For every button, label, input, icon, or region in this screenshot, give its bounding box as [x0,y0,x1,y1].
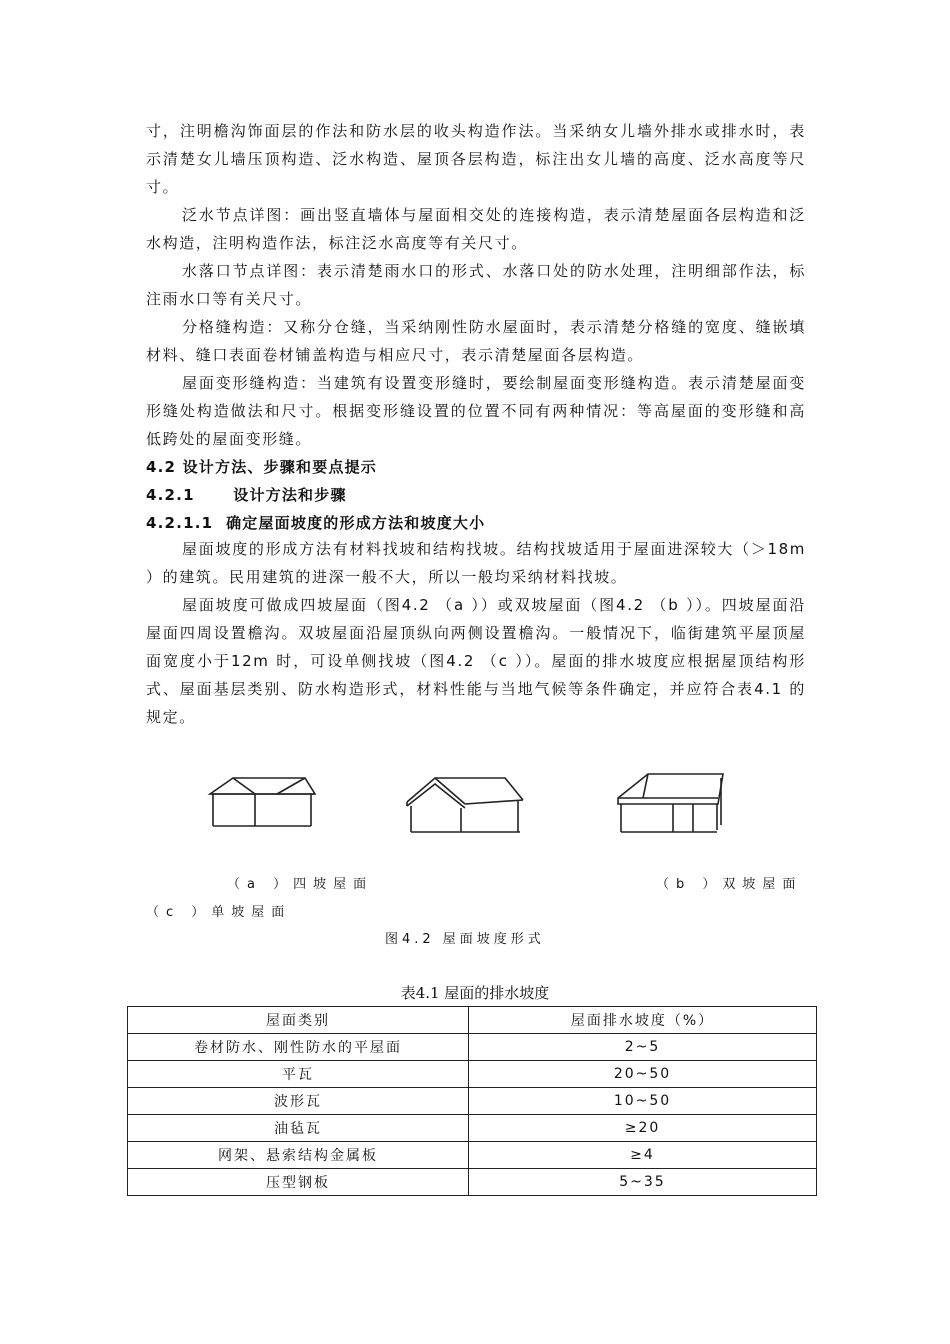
header-roof-type: 屋面类别 [128,1007,469,1034]
table-header-row [128,1007,817,1034]
cell-roof-type: 卷材防水、刚性防水的平屋面 [128,1034,469,1061]
paragraph-slope-method: 屋面坡度的形成方法有材料找坡和结构找坡。结构找坡适用于屋面进深较大（＞18m ）的建筑。民用建筑的进深一般不大，所以一般均采纳材料找坡。 [146,540,806,586]
table-row [128,1142,817,1169]
caption-gable-roof: （b ）双坡屋面 [656,877,803,892]
cell-slope: 5~35 [469,1169,817,1196]
paragraph-expansion-joint: 屋面变形缝构造：当建筑有设置变形缝时，要绘制屋面变形缝构造。表示清楚屋面变形缝处构造做法和尺寸。根据变形缝设置的位置不同有两种情况：等高屋面的变形缝和高低跨处的屋面变形缝。 [146,374,806,448]
table-row [128,1115,817,1142]
single-slope-roof-drawing [613,770,728,840]
drainage-slope-table [127,1006,817,1196]
cell-slope: ≥4 [469,1142,817,1169]
caption-single-slope-roof: （c ）单坡屋面 [146,905,292,920]
gable-roof-drawing [405,770,530,840]
paragraph-slope-types: 屋面坡度可做成四坡屋面（图4.2 （a ））或双坡屋面（图4.2 （b ））。四坡屋面沿屋面四周设置檐沟。双坡屋面沿屋顶纵向两侧设置檐沟。一般情况下，临街建筑平屋顶屋面宽度小于12m 时，可设单侧找坡（图4.2 （c ））。屋面的排水坡度应根据屋顶结构形式、屋面基层类别、防水构造形式，材料性能与当地气候等条件确定，并应符合表4.1 的规定。 [146,596,806,726]
header-drainage-slope: 屋面排水坡度（%） [469,1007,817,1034]
figure-title: 图4.2 屋面坡度形式 [385,932,545,947]
caption-hip-roof: （a ）四坡屋面 [227,877,374,892]
cell-slope: 2~5 [469,1034,817,1061]
section-heading-4-2: 4.2 设计方法、步骤和要点提示 [146,458,377,476]
table-row [128,1088,817,1115]
paragraph-eaves: 寸，注明檐沟饰面层的作法和防水层的收头构造作法。当采纳女儿墙外排水或排水时，表示清楚女儿墙压顶构造、泛水构造、屋顶各层构造，标注出女儿墙的高度、泛水高度等尺寸。 [146,122,806,196]
section-heading-4-2-1-1: 4.2.1.1 确定屋面坡度的形成方法和坡度大小 [146,514,486,532]
section-heading-4-2-1: 4.2.1 设计方法和步骤 [146,486,347,504]
table-title: 表4.1 屋面的排水坡度 [400,984,550,1002]
cell-roof-type: 网架、悬索结构金属板 [128,1142,469,1169]
table-row [128,1061,817,1088]
cell-slope: 10~50 [469,1088,817,1115]
paragraph-drain-detail: 水落口节点详图：表示清楚雨水口的形式、水落口处的防水处理，注明细部作法，标注雨水口等有关尺寸。 [146,262,806,308]
hip-roof-drawing [205,772,325,832]
paragraph-flashing-detail: 泛水节点详图：画出竖直墙体与屋面相交处的连接构造，表示清楚屋面各层构造和泛水构造，注明构造作法，标注泛水高度等有关尺寸。 [146,206,806,252]
cell-roof-type: 压型钢板 [128,1169,469,1196]
paragraph-dividing-joint: 分格缝构造：又称分仓缝，当采纳刚性防水屋面时，表示清楚分格缝的宽度、缝嵌填材料、缝口表面卷材铺盖构造与相应尺寸，表示清楚屋面各层构造。 [146,318,806,364]
table-row [128,1034,817,1061]
cell-roof-type: 波形瓦 [128,1088,469,1115]
cell-slope: ≥20 [469,1115,817,1142]
cell-slope: 20~50 [469,1061,817,1088]
cell-roof-type: 平瓦 [128,1061,469,1088]
cell-roof-type: 油毡瓦 [128,1115,469,1142]
table-row [128,1169,817,1196]
